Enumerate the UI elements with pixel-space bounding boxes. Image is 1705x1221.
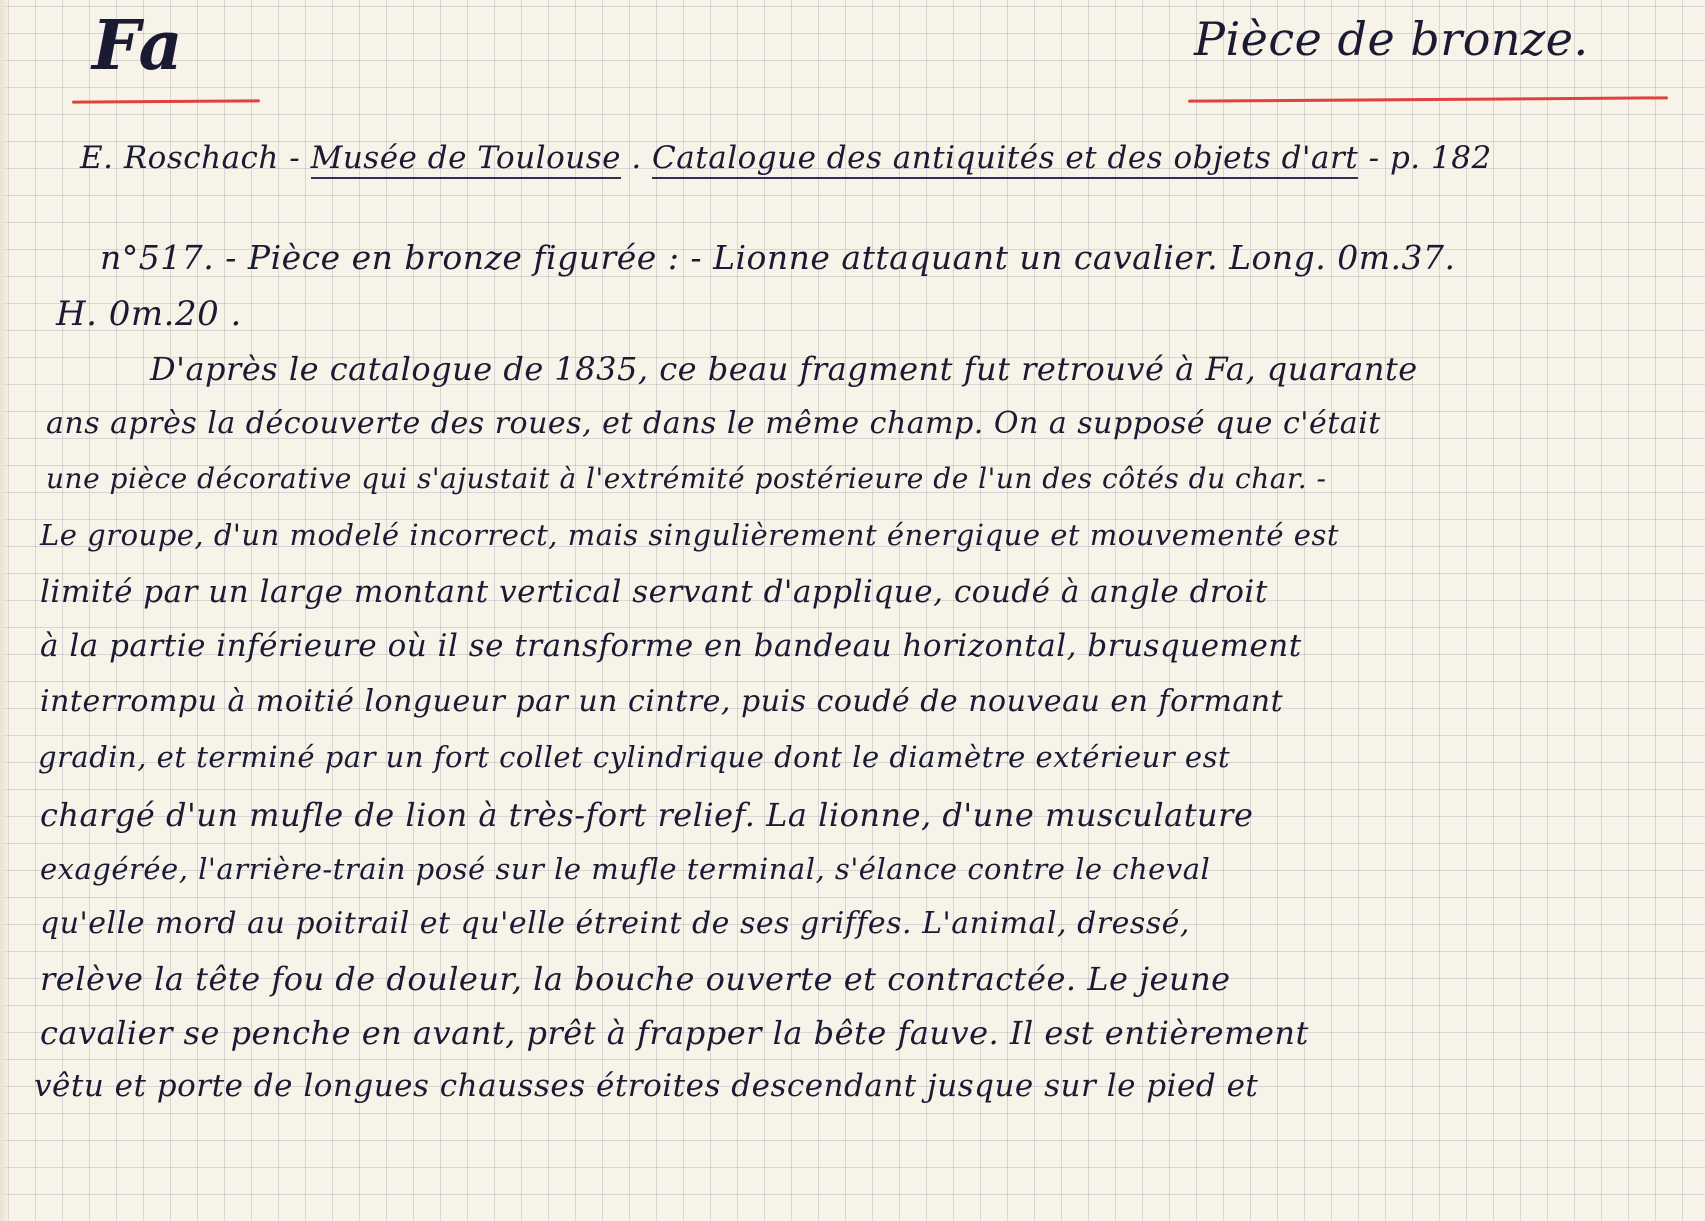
reference-separator: - bbox=[278, 140, 311, 176]
body-line: D'après le catalogue de 1835, ce beau fragment fut retrouvé à Fa, quarante bbox=[150, 350, 1418, 388]
reference-author: E. Roschach bbox=[80, 140, 279, 176]
body-line: relève la tête fou de douleur, la bouche ouverte et contractée. Le jeune bbox=[40, 960, 1231, 998]
body-line: exagérée, l'arrière-train posé sur le mufle terminal, s'élance contre le cheval bbox=[40, 852, 1211, 886]
page-title: Pièce de bronze. bbox=[1194, 12, 1589, 66]
body-line: H. 0m.20 . bbox=[56, 294, 242, 334]
body-line: interrompu à moitié longueur par un cintre, puis coudé de nouveau en formant bbox=[40, 684, 1284, 719]
body-line: cavalier se penche en avant, prêt à frapper la bête fauve. Il est entièrement bbox=[40, 1014, 1309, 1052]
corner-label: Fa bbox=[92, 6, 185, 86]
title-underline bbox=[1188, 96, 1668, 102]
body-line: une pièce décorative qui s'ajustait à l'extrémité postérieure de l'un des côtés du char. - bbox=[46, 462, 1327, 495]
body-line: ans après la découverte des roues, et dans le même champ. On a supposé que c'était bbox=[46, 406, 1381, 441]
body-line: à la partie inférieure où il se transforme en bandeau horizontal, brusquement bbox=[40, 628, 1302, 664]
bibliographic-reference bbox=[80, 140, 1492, 176]
reference-museum: Musée de Toulouse bbox=[311, 140, 621, 179]
corner-label-underline bbox=[72, 99, 260, 103]
body-line: qu'elle mord au poitrail et qu'elle étreint de ses griffes. L'animal, dressé, bbox=[40, 906, 1190, 941]
reference-catalogue: Catalogue des antiquités et des objets d'art bbox=[652, 140, 1358, 179]
reference-page: - p. 182 bbox=[1358, 140, 1492, 176]
body-line: gradin, et terminé par un fort collet cylindrique dont le diamètre extérieur est bbox=[38, 740, 1231, 774]
page-edge bbox=[0, 0, 10, 1221]
body-line: Le groupe, d'un modelé incorrect, mais singulièrement énergique et mouvementé est bbox=[40, 518, 1339, 552]
body-line: limité par un large montant vertical servant d'applique, coudé à angle droit bbox=[40, 574, 1268, 610]
body-line: vêtu et porte de longues chausses étroites descendant jusque sur le pied et bbox=[34, 1068, 1259, 1104]
body-line: chargé d'un mufle de lion à très-fort relief. La lionne, d'une musculature bbox=[40, 796, 1254, 834]
body-line: n°517. - Pièce en bronze figurée : - Lionne attaquant un cavalier. Long. 0m.37. bbox=[100, 238, 1456, 277]
reference-separator-2: . bbox=[620, 140, 653, 176]
